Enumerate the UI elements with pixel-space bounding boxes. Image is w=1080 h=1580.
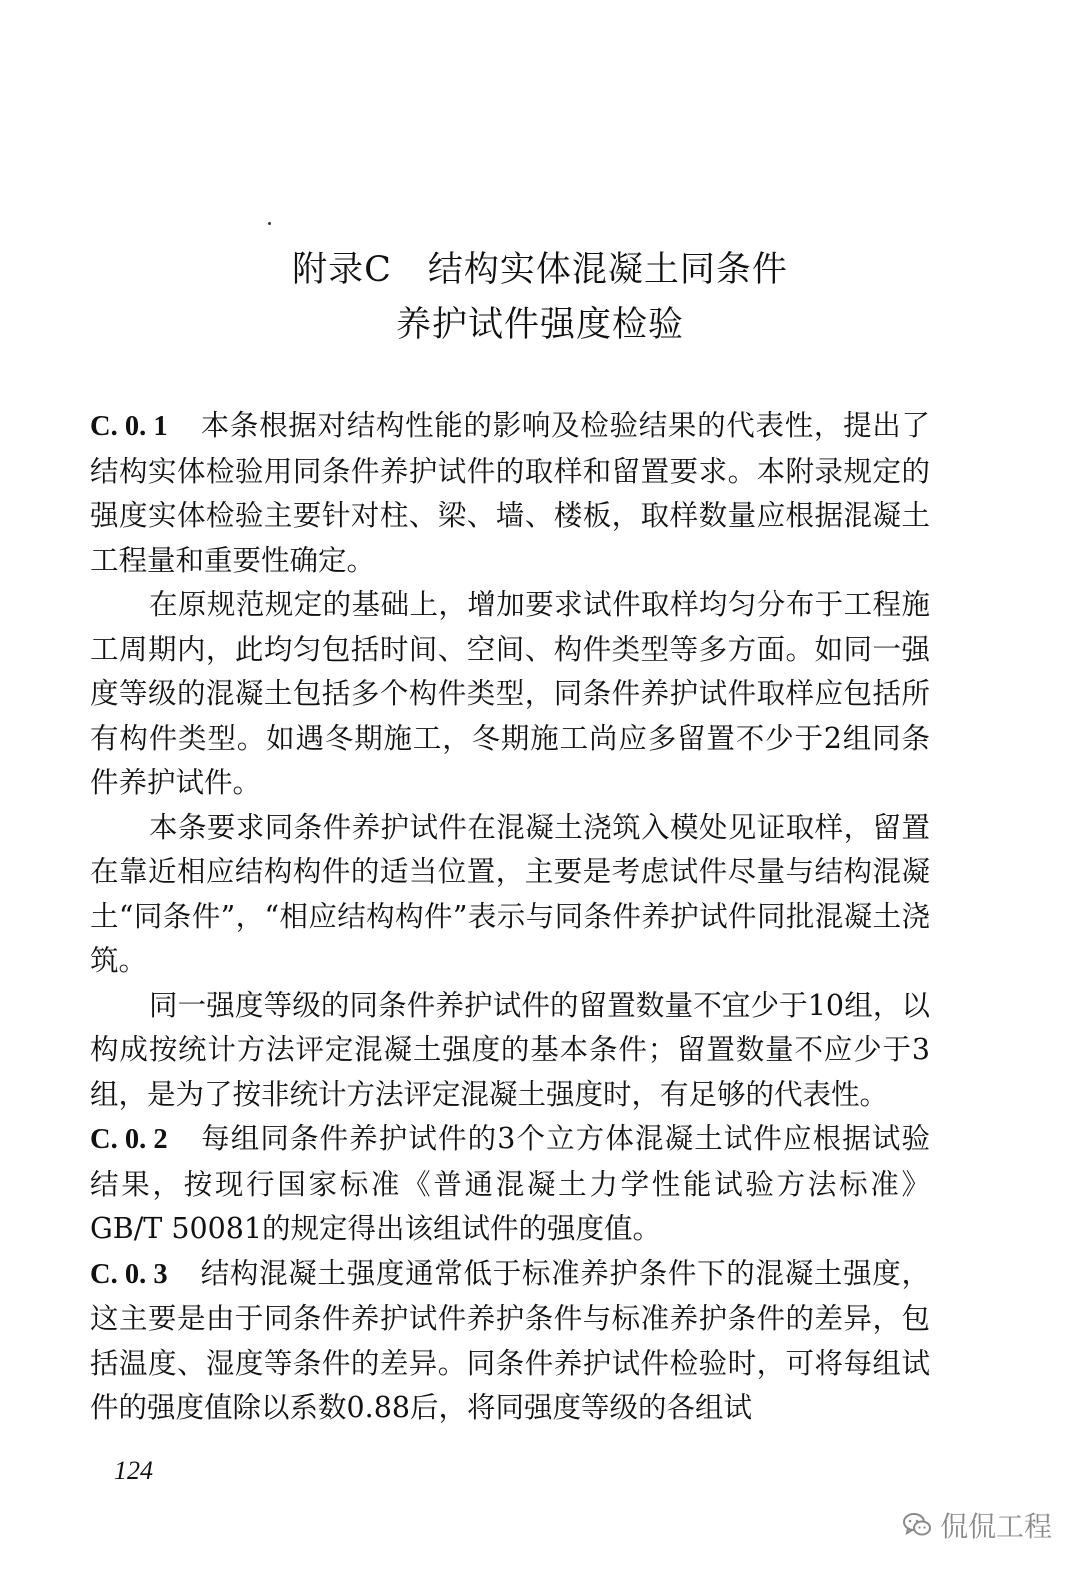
paragraph-c03: [90, 1252, 930, 1431]
watermark: [902, 1505, 1052, 1545]
wechat-icon: [902, 1511, 932, 1539]
clause-number: C. 0. 3: [90, 1258, 168, 1290]
body-text: [90, 404, 930, 1431]
paragraph-c02: [90, 1117, 930, 1252]
paragraph: [90, 984, 930, 1118]
watermark-text: 侃侃工程: [940, 1510, 1053, 1543]
paragraph-text: 本条要求同条件养护试件在混凝土浇筑入模处见证取样，留置在靠近相应结构构件的适当位置，主要是考虑试件尽量与结构混凝土“同条件”，“相应结构构件”表示与同条件养护试件同批混凝土浇筑。: [90, 810, 930, 977]
page-number: 124: [114, 1456, 153, 1485]
appendix-title-line-2: 养护试件强度检验: [395, 305, 684, 345]
scan-speck: [268, 222, 271, 225]
clause-number: C. 0. 1: [90, 411, 168, 442]
paragraph-text: 在原规范规定的基础上，增加要求试件取样均匀分布于工程施工周期内，此均匀包括时间、空间、构件类型等多方面。如同一强度等级的混凝土包括多个构件类型，同条件养护试件取样应包括所有构件类型。如遇冬期施工，冬期施工尚应多留置不少于2组同条件养护试件。: [90, 588, 930, 799]
appendix-title-line-1: 附录C 结构实体混凝土同条件: [292, 250, 788, 290]
paragraph-text: 每组同条件养护试件的3个立方体混凝土试件应根据试验结果，按现行国家标准《普通混凝土力学性能试验方法标准》GB/T 50081的规定得出该组试件的强度值。: [90, 1122, 930, 1245]
paragraph-text: 本条根据对结构性能的影响及检验结果的代表性，提出了结构实体检验用同条件养护试件的取样和留置要求。本附录规定的强度实体检验主要针对柱、梁、墙、楼板，取样数量应根据混凝土工程量和重要性确定。: [90, 409, 930, 577]
clause-number: C. 0. 2: [90, 1124, 168, 1155]
paragraph-c01: [90, 404, 930, 583]
paragraph-text: 结构混凝土强度通常低于标准养护条件下的混凝土强度，这主要是由于同条件养护试件养护条件与标准养护条件的差异，包括温度、湿度等条件的差异。同条件养护试件检验时，可将每组试件的强度值除以系数0.88后，将同强度等级的各组试: [90, 1256, 930, 1424]
paragraph: [90, 583, 930, 806]
paragraph-text: 同一强度等级的同条件养护试件的留置数量不宜少于10组，以构成按统计方法评定混凝土强度的基本条件；留置数量不应少于3组，是为了按非统计方法评定混凝土强度时，有足够的代表性。: [90, 988, 930, 1111]
paragraph: [90, 806, 930, 984]
